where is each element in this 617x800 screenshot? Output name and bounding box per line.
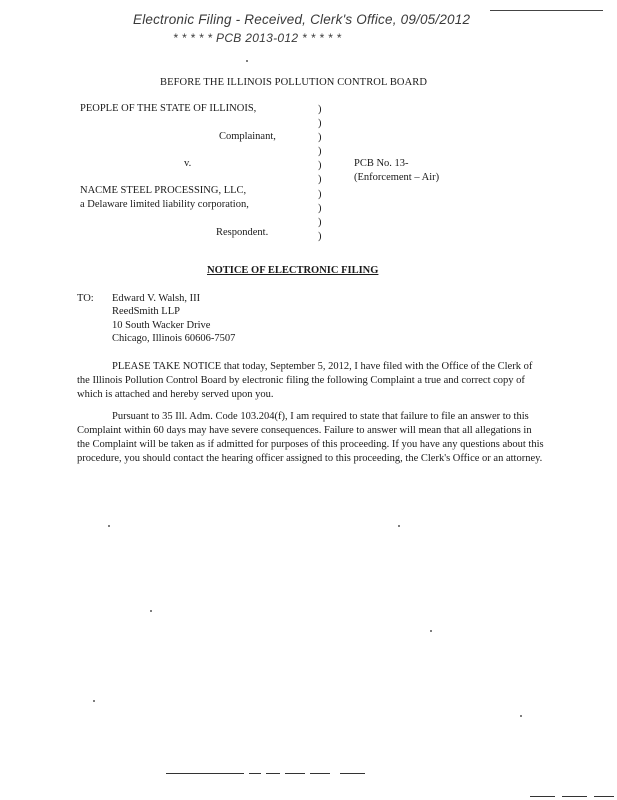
caption-parentheses: ) ) ) ) ) ) ) ) ) ) [318, 104, 322, 242]
scan-speck [108, 525, 110, 527]
signature-rule [285, 773, 305, 774]
scan-speck [520, 715, 522, 717]
recipient-firm: ReedSmith LLP [112, 306, 180, 317]
signature-rule [166, 773, 244, 774]
scan-speck [246, 60, 248, 62]
recipient-city: Chicago, Illinois 60606-7507 [112, 333, 236, 344]
recipient-street: 10 South Wacker Drive [112, 320, 211, 331]
top-rule [490, 10, 603, 11]
signature-rule [266, 773, 280, 774]
signature-rule [310, 773, 330, 774]
scan-speck [430, 630, 432, 632]
scan-speck [150, 610, 152, 612]
recipient-name: Edward V. Walsh, III [112, 293, 201, 304]
case-stamp: * * * * * PCB 2013-012 * * * * * [173, 31, 342, 45]
defendant-name: NACME STEEL PROCESSING, LLC, [80, 185, 247, 196]
to-label: TO: [77, 293, 94, 304]
consequences-paragraph: Pursuant to 35 Ill. Adm. Code 103.204(f), I am required to state that failure to file an answer to this Complaint within 60 days may have severe consequences. Failure to answer will mean that all allegations in the Complaint will be taken as if admitted for purposes of this proceeding. If you have any questions about this procedure, you should contact the hearing officer assigned to this proceeding, the Clerk's Office or an attorney. [77, 411, 544, 464]
signature-rule [340, 773, 365, 774]
scan-speck [93, 700, 95, 702]
versus: v. [184, 158, 192, 169]
filing-stamp: Electronic Filing - Received, Clerk's Office, 09/05/2012 [133, 12, 471, 27]
board-heading: BEFORE THE ILLINOIS POLLUTION CONTROL BOARD [160, 77, 428, 88]
defendant-description: a Delaware limited liability corporation, [80, 199, 249, 210]
plaintiff-role: Complainant, [219, 131, 276, 142]
page-edge-rule [562, 796, 587, 797]
defendant-role: Respondent. [216, 227, 269, 238]
page-edge-rule [530, 796, 555, 797]
page-edge-rule [594, 796, 614, 797]
notice-paragraph: PLEASE TAKE NOTICE that today, September 5, 2012, I have filed with the Office of the Clerk of the Illinois Pollution Control Board by electronic filing the following Complaint a true and correct copy of which is attached and hereby served upon you. [77, 361, 533, 400]
notice-title: NOTICE OF ELECTRONIC FILING [207, 265, 379, 276]
plaintiff-name: PEOPLE OF THE STATE OF ILLINOIS, [80, 103, 257, 114]
scan-speck [398, 525, 400, 527]
case-number: PCB No. 13- [354, 158, 409, 169]
signature-rule [249, 773, 261, 774]
case-type: (Enforcement – Air) [354, 172, 440, 183]
